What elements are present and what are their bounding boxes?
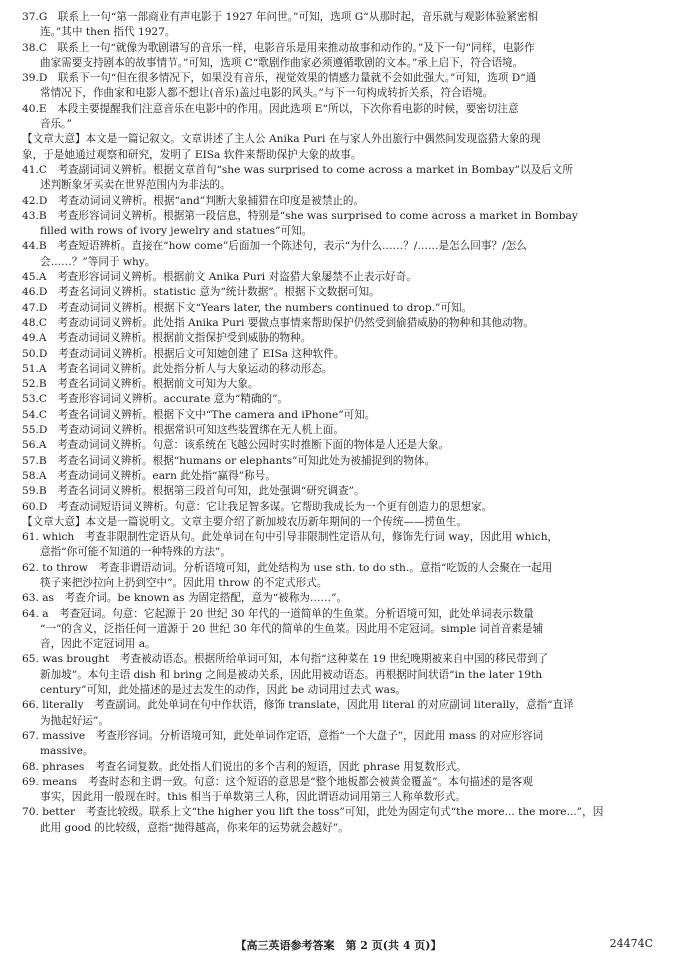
text-line: 【文章大意】本文是一篇记叙文。文章讲述了主人公 Anika Puri 在与家人外出旅行中偶然间发现盗猎大象的现 <box>22 133 541 146</box>
text-line: 为抛起好运”。 <box>40 714 109 727</box>
text-line: 象，于是她通过观察和研究，发明了 EISa 软件来帮助保护大象的故事。 <box>22 148 362 161</box>
text-line: 41.C 考查副词词义辨析。根据文章首句“she was surprised to come across a market in Bombay”以及后文所 <box>22 163 573 176</box>
text-line: 筷子来把沙拉向上扔到空中”。因此用 throw 的不定式形式。 <box>40 576 328 589</box>
text-line: 42.D 考查动词词义辨析。根据“and”判断大象捕猎在印度是被禁止的。 <box>22 194 365 207</box>
text-line: 44.B 考查短语辨析。直接在“how come”后面加一个陈述句，表示“为什么……？/……是怎么回事？/怎么 <box>22 240 527 253</box>
page-footer <box>0 937 677 953</box>
text-line: 70. better 考查比较级。联系上文“the higher you lift the toss”可知，此处为固定句式“the more... the more...”，因 <box>22 806 604 819</box>
text-line: 57.B 考查名词词义辨析。根据“humans or elephants”可知此处为被捕捉到的物体。 <box>22 454 436 467</box>
text-line: 此用 good 的比较级，意指“抛得越高，你来年的运势就会越好”。 <box>40 821 349 834</box>
text-line: 新加坡”。本句主语 dish 和 bring 之间是被动关系，因此用被动语态。再根据时间状语“in the later 19th <box>40 668 543 681</box>
text-line: 58.A 考查动词词义辨析。earn 此处指“赢得”称号。 <box>22 469 276 482</box>
text-line: 曲家需要支持剧本的故事情节。”可知，选项 C“歌剧作曲家必须遵循歌剧的文本。”承上启下，符合语境。 <box>40 56 524 69</box>
text-line: 38.C 联系上一句“就像为歌剧谱写的音乐一样，电影音乐是用来推动故事和动作的。”及下一句“同样，电影作 <box>22 41 535 54</box>
text-line: 63. as 考查介词。be known as 为固定搭配，意为“被称为……”。 <box>22 592 348 605</box>
text-line: 60.D 考查动词短语词义辨析。句意：它让我足智多谋。它帮助我成长为一个更有创造力的思想家。 <box>22 500 493 513</box>
text-line: 49.A 考查动词词义辨析。根据前文指保护受到威胁的物种。 <box>22 332 312 345</box>
text-line: 音，因此不定冠词用 a。 <box>40 638 156 651</box>
text-line: century”可知，此处描述的是过去发生的动作，因此 be 动词用过去式 was。 <box>40 684 406 697</box>
text-line: 66. literally 考查副词。此处单词在句中作状语，修饰 translate，因此用 literal 的对应副词 literally，意指“直译 <box>22 699 574 712</box>
text-line: 45.A 考查形容词词义辨析。根据前文 Anika Puri 对盗猎大象屡禁不止表示好奇。 <box>22 271 417 284</box>
text-line: 65. was brought 考查被动语态。根据所给单词可知，本句指“这种菜在 19 世纪晚期被来自中国的移民带到了 <box>22 653 549 666</box>
text-line: 62. to throw 考查非谓语动词。分析语境可知，此处结构为 use sth. to do sth.。意指“吃饭的人会聚在一起用 <box>22 561 553 574</box>
text-line: 39.D 联系下一句“但在很多情况下，如果没有音乐，视觉效果的情感力量就不会如此强大。”可知，选项 D“通 <box>22 72 537 85</box>
text-line: 69. means 考查时态和主谓一致。句意：这个短语的意思是“整个地板都会被黄金覆盖”。本句描述的是客观 <box>22 775 533 788</box>
text-line: 40.E 本段主要提醒我们注意音乐在电影中的作用。因此选项 E“所以，下次你看电影的时候，要密切注意 <box>22 102 519 115</box>
text-line: 意指“你可能不知道的一种特殊的方法”。 <box>40 546 231 559</box>
text-line: 述判断象牙买卖在世界范围内为非法的。 <box>40 179 231 192</box>
text-line: massive。 <box>40 745 94 758</box>
text-line: 64. a 考查冠词。句意：它起源于 20 世纪 30 年代的一道简单的生鱼菜。分析语境可知，此处单词表示数量 <box>22 607 534 620</box>
text-line: 37.G 联系上一句“第一部商业有声电影于 1927 年问世。”可知，选项 G“从那时起，音乐就与观影体验紧密相 <box>22 11 539 23</box>
text-line: 47.D 考查动词词义辨析。根据下文“Years later, the numbers continued to drop.”可知。 <box>22 301 473 314</box>
text-line: 59.B 考查名词词义辨析。根据第三段首句可知，此处强调“研究调查”。 <box>22 485 365 498</box>
footer-title: 【高三英语参考答案 第 2 页(共 4 页)】 <box>235 939 442 952</box>
text-line: 53.C 考查形容词词义辨析。accurate 意为“精确的”。 <box>22 393 289 406</box>
text-line: 51.A 考查名词词义辨析。此处指分析人与大象运动的移动形态。 <box>22 362 333 375</box>
text-line: 56.A 考查动词词义辨析。句意：该系统在飞越公园时实时推断下面的物体是人还是大象。 <box>22 439 450 452</box>
text-line: 【文章大意】本文是一篇说明文。文章主要介绍了新加坡农历新年期间的一个传统——捞鱼生。 <box>22 515 467 528</box>
text-line: 50.D 考查动词词义辨析。根据后文可知她创建了 EISa 这种软件。 <box>22 347 345 360</box>
text-line: 52.B 考查名词词义辨析。根据前文可知为大象。 <box>22 378 259 391</box>
text-line: 连。”其中 then 指代 1927。 <box>40 26 176 39</box>
text-line: 常情况下，作曲家和电影人都不想让(音乐)盖过电影的风头。”与下一句构成转折关系，符合语境。 <box>40 87 494 100</box>
text-line: 音乐。” <box>40 118 72 131</box>
text-line: 67. massive 考查形容词。分析语境可知，此处单词作定语，意指“一个大盘子”，因此用 mass 的对应形容词 <box>22 729 544 742</box>
text-line: 54.C 考查名词词义辨析。根据下文中“The camera and iPhone”可知。 <box>22 408 376 421</box>
document-code: 24474C <box>609 937 653 950</box>
text-line: 68. phrases 考查名词复数。此处指人们说出的多个吉利的短语，因此 phrase 用复数形式。 <box>22 760 467 773</box>
text-line: filled with rows of ivory jewelry and statues”可知。 <box>40 225 313 238</box>
text-line: “一”的含义，泛指任何一道源于 20 世纪 30 年代的简单的生鱼菜。因此用不定冠词。simple 词首音素是辅 <box>40 622 544 635</box>
text-line: 46.D 考查名词词义辨析。statistic 意为“统计数据”。根据下文数据可知。 <box>22 286 380 299</box>
text-line: 会……？”等同于 why。 <box>40 255 156 268</box>
text-line: 43.B 考查形容词词义辨析。根据第一段信息，特别是“she was surprised to come across a market in Bombay <box>22 209 578 222</box>
answer-text-body <box>22 10 655 836</box>
text-line: 48.C 考查动词词义辨析。此处指 Anika Puri 要做点事情来帮助保护仍然受到偷猎威胁的物种和其他动物。 <box>22 316 534 329</box>
text-line: 55.D 考查动词词义辨析。根据常识可知这些装置绑在无人机上面。 <box>22 424 344 437</box>
text-line: 61. which 考查非限制性定语从句。此处单词在句中引导非限制性定语从句，修饰先行词 way，因此用 which， <box>22 531 559 544</box>
text-line: 事实，因此用一般现在时。this 相当于单数第三人称，因此谓语动词用第三人称单数形式。 <box>40 791 466 804</box>
